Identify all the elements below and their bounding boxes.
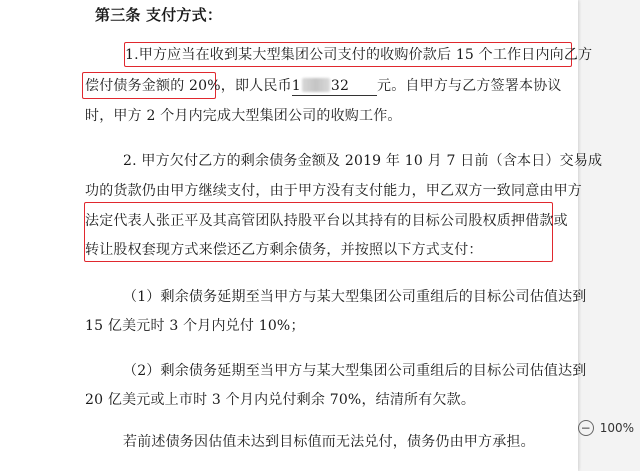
item2-line-1: （2）剩余债务延期至当甲方与某大型集团公司重组后的目标公司估值达到 (123, 363, 587, 379)
p1-debt-percent: 偿付债务金额的 20% (85, 78, 221, 94)
p2-line-1: 2. 甲方欠付乙方的剩余债务金额及 2019 年 10 月 7 日前（含本日）交易成 (123, 153, 603, 169)
p1-number: 1. (125, 47, 139, 63)
closing-line: 若前述债务因估值未达到目标值而无法兑付，债务仍由甲方承担。 (123, 434, 535, 450)
redaction-blur (302, 78, 330, 92)
p1-line-1: 1.甲方应当在收到某大型集团公司支付的收购价款后 15 个工作日内向乙方 (125, 47, 593, 63)
item1-line-2: 15 亿美元时 3 个月内兑付 10%； (85, 318, 305, 334)
minus-icon: − (580, 421, 591, 435)
item2-line-2: 20 亿美元或上市时 3 个月内兑付剩余 70%，结清所有欠款。 (85, 392, 476, 408)
p2-line-2: 功的货款仍由甲方继续支付，由于甲方没有支付能力，甲乙双方一致同意由甲方 (85, 183, 582, 199)
p2-line-4: 转让股权套现方式来偿还乙方剩余债务，并按照以下方式支付： (85, 242, 483, 258)
item1-line-1: （1）剩余债务延期至当甲方与某大型集团公司重组后的目标公司估值达到 (123, 289, 587, 305)
zoom-control (578, 420, 634, 436)
zoom-out-button[interactable] (578, 420, 594, 436)
section-heading: 第三条 支付方式： (95, 6, 223, 24)
p1-line-2: 偿付债务金额的 20%，即人民币1 32 元。自甲方与乙方签署本协议 (85, 78, 562, 94)
p1-line-3: 时，甲方 2 个月内完成大型集团公司的收购工作。 (85, 108, 402, 124)
p2-line-3: 法定代表人张正平及其高管团队持股平台以其持有的目标公司股权质押借款或 (85, 213, 568, 229)
redacted-amount: 1 32 (292, 78, 377, 96)
zoom-level: 100% (599, 421, 634, 435)
